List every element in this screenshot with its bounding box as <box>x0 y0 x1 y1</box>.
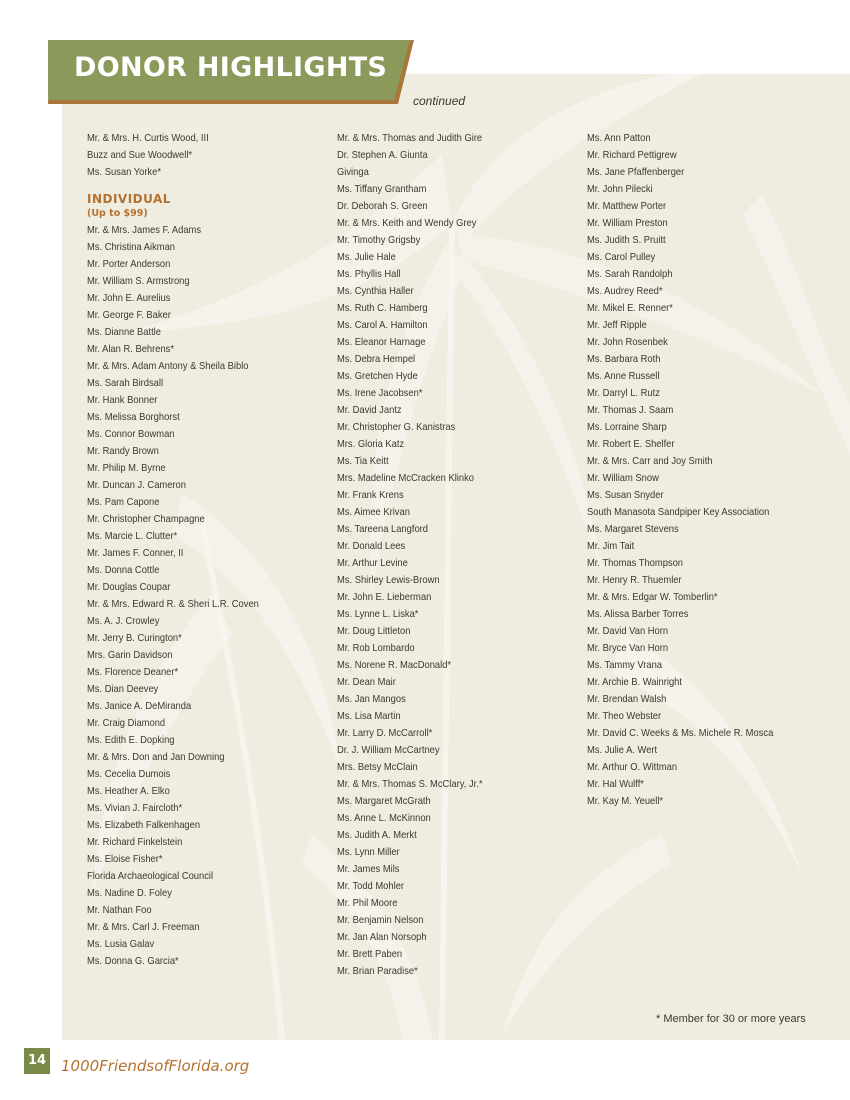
section-heading: INDIVIDUAL <box>87 192 171 206</box>
list-item: Mr. John Pilecki <box>587 184 653 195</box>
list-item: Ms. Jan Mangos <box>337 694 406 705</box>
list-item: Mr. Larry D. McCarroll* <box>337 728 433 739</box>
list-item: Ms. Elizabeth Falkenhagen <box>87 820 201 831</box>
list-item: Mr. Randy Brown <box>87 446 159 457</box>
list-item: Dr. J. William McCartney <box>337 745 440 756</box>
list-item: Ms. Dianne Battle <box>87 327 161 338</box>
continued-label: continued <box>413 94 466 108</box>
list-item: Mr. James F. Conner, II <box>87 548 184 559</box>
list-item: Mr. & Mrs. James F. Adams <box>87 225 202 236</box>
list-item: Mr. James Mils <box>337 864 400 875</box>
donor-list-top <box>87 130 327 181</box>
list-item: Mr. Timothy Grigsby <box>337 235 421 246</box>
list-item: Mr. & Mrs. Keith and Wendy Grey <box>337 218 477 229</box>
list-item: Mr. Kay M. Yeuell* <box>587 796 664 807</box>
list-item: Mr. Rob Lombardo <box>337 643 415 654</box>
list-item: Mr. William Preston <box>587 218 668 229</box>
list-item: Ms. Dian Deevey <box>87 684 159 695</box>
list-item: Buzz and Sue Woodwell* <box>87 150 193 161</box>
list-item: Ms. Donna Cottle <box>87 565 160 576</box>
list-item: Ms. Julie Hale <box>337 252 396 263</box>
list-item: Ms. Margaret McGrath <box>337 796 431 807</box>
list-item: Mr. Jim Tait <box>587 541 635 552</box>
page-title: DONOR HIGHLIGHTS <box>74 52 388 83</box>
list-item: Mr. Jeff Ripple <box>587 320 647 331</box>
list-item: Ms. Susan Yorke* <box>87 167 161 178</box>
list-item: Mr. John E. Lieberman <box>337 592 432 603</box>
list-item: Mr. Christopher G. Kanistras <box>337 422 456 433</box>
list-item: Ms. A. J. Crowley <box>87 616 160 627</box>
list-item: Ms. Judith S. Pruitt <box>587 235 666 246</box>
list-item: Mr. Dean Mair <box>337 677 396 688</box>
list-item: Mr. & Mrs. Edgar W. Tomberlin* <box>587 592 718 603</box>
list-item: Ms. Lynne L. Liska* <box>337 609 419 620</box>
website-url: 1000FriendsofFlorida.org <box>61 1057 250 1075</box>
list-item: Ms. Edith E. Dopking <box>87 735 175 746</box>
list-item: Mr. & Mrs. Don and Jan Downing <box>87 752 225 763</box>
list-item: Mr. Darryl L. Rutz <box>587 388 660 399</box>
list-item: Ms. Nadine D. Foley <box>87 888 172 899</box>
list-item: Mr. Donald Lees <box>337 541 406 552</box>
list-item: Mr. David Van Horn <box>587 626 669 637</box>
list-item: Mr. Bryce Van Horn <box>587 643 669 654</box>
list-item: Mr. Frank Krens <box>337 490 404 501</box>
list-item: Mr. Nathan Foo <box>87 905 152 916</box>
list-item: Mr. Archie B. Wainright <box>587 677 682 688</box>
list-item: Mr. Theo Webster <box>587 711 662 722</box>
list-item: Mrs. Madeline McCracken Klinko <box>337 473 474 484</box>
list-item: Mr. Benjamin Nelson <box>337 915 424 926</box>
list-item: Ms. Norene R. MacDonald* <box>337 660 452 671</box>
list-item: Ms. Donna G. Garcia* <box>87 956 179 967</box>
page-number: 14 <box>24 1048 50 1074</box>
list-item: Mr. Doug Littleton <box>337 626 411 637</box>
list-item: Ms. Shirley Lewis-Brown <box>337 575 440 586</box>
list-item: Ms. Eleanor Harnage <box>337 337 426 348</box>
donor-column-1 <box>87 130 327 970</box>
list-item: Ms. Judith A. Merkt <box>337 830 417 841</box>
list-item: Ms. Janice A. DeMiranda <box>87 701 192 712</box>
donor-column-3 <box>587 130 837 810</box>
list-item: Ms. Florence Deaner* <box>87 667 179 678</box>
list-item: Ms. Debra Hempel <box>337 354 416 365</box>
title-banner <box>48 40 414 104</box>
list-item: Mr. David Jantz <box>337 405 402 416</box>
list-item: Ms. Aimee Krivan <box>337 507 410 518</box>
list-item: Ms. Anne L. McKinnon <box>337 813 431 824</box>
list-item: Ms. Jane Pfaffenberger <box>587 167 685 178</box>
donor-list-individual <box>87 222 327 970</box>
list-item: Mr. Alan R. Behrens* <box>87 344 174 355</box>
list-item: Ms. Irene Jacobsen* <box>337 388 423 399</box>
list-item: Florida Archaeological Council <box>87 871 214 882</box>
list-item: Ms. Pam Capone <box>87 497 160 508</box>
list-item: Mr. George F. Baker <box>87 310 171 321</box>
list-item: Ms. Ann Patton <box>587 133 651 144</box>
list-item: Mr. & Mrs. Thomas S. McClary, Jr.* <box>337 779 483 790</box>
list-item: Mr. Arthur Levine <box>337 558 408 569</box>
list-item: Ms. Carol Pulley <box>587 252 656 263</box>
list-item: Mrs. Betsy McClain <box>337 762 418 773</box>
list-item: Mr. Thomas J. Saam <box>587 405 674 416</box>
list-item: Ms. Phyllis Hall <box>337 269 401 280</box>
list-item: Mr. John Rosenbek <box>587 337 668 348</box>
list-item: Mr. Philip M. Byrne <box>87 463 166 474</box>
list-item: Ms. Margaret Stevens <box>587 524 679 535</box>
list-item: Mr. Robert E. Shelfer <box>587 439 675 450</box>
list-item: Ms. Melissa Borghorst <box>87 412 180 423</box>
list-item: Mr. Henry R. Thuemler <box>587 575 682 586</box>
list-item: Mrs. Garin Davidson <box>87 650 173 661</box>
section-subheading: (Up to $99) <box>87 208 148 219</box>
list-item: Ms. Gretchen Hyde <box>337 371 418 382</box>
list-item: Ms. Anne Russell <box>587 371 660 382</box>
list-item: Mr. Hal Wulff* <box>587 779 644 790</box>
list-item: Ms. Lorraine Sharp <box>587 422 667 433</box>
list-item: Mr. Porter Anderson <box>87 259 171 270</box>
list-item: Ms. Vivian J. Faircloth* <box>87 803 183 814</box>
list-item: Ms. Tammy Vrana <box>587 660 663 671</box>
list-item: Mr. & Mrs. Thomas and Judith Gire <box>337 133 483 144</box>
list-item: Mr. Thomas Thompson <box>587 558 684 569</box>
list-item: Mr. William Snow <box>587 473 659 484</box>
list-item: Ms. Cecelia Dumois <box>87 769 171 780</box>
list-item: Mr. Craig Diamond <box>87 718 166 729</box>
list-item: Ms. Julie A. Wert <box>587 745 658 756</box>
list-item: Mr. Phil Moore <box>337 898 398 909</box>
list-item: Ms. Lynn Miller <box>337 847 400 858</box>
list-item: Ms. Cynthia Haller <box>337 286 414 297</box>
list-item: Mr. David C. Weeks & Ms. Michele R. Mosca <box>587 728 774 739</box>
list-item: Ms. Tia Keitt <box>337 456 389 467</box>
list-item: Ms. Eloise Fisher* <box>87 854 163 865</box>
list-item: Mr. Brett Paben <box>337 949 403 960</box>
list-item: Mr. Duncan J. Cameron <box>87 480 186 491</box>
list-item: Mr. Brian Paradise* <box>337 966 418 977</box>
list-item: Ms. Sarah Birdsall <box>87 378 164 389</box>
list-item: Givinga <box>337 167 369 178</box>
list-item: Mr. Richard Pettigrew <box>587 150 677 161</box>
list-item: Mr. Matthew Porter <box>587 201 667 212</box>
list-item: Ms. Tareena Langford <box>337 524 429 535</box>
footnote: * Member for 30 or more years <box>656 1013 806 1025</box>
list-item: Ms. Ruth C. Hamberg <box>337 303 428 314</box>
list-item: Mr. Arthur O. Wittman <box>587 762 678 773</box>
list-item: Ms. Tiffany Grantham <box>337 184 427 195</box>
list-item: Mr. Todd Mohler <box>337 881 405 892</box>
list-item: Ms. Sarah Randolph <box>587 269 673 280</box>
list-item: South Manasota Sandpiper Key Association <box>587 507 770 518</box>
list-item: Ms. Lusia Galav <box>87 939 155 950</box>
list-item: Mr. Christopher Champagne <box>87 514 205 525</box>
list-item: Dr. Deborah S. Green <box>337 201 428 212</box>
list-item: Mr. Brendan Walsh <box>587 694 667 705</box>
list-item: Mr. Hank Bonner <box>87 395 158 406</box>
donor-column-2 <box>337 130 577 980</box>
list-item: Ms. Christina Aikman <box>87 242 176 253</box>
list-item: Ms. Heather A. Elko <box>87 786 170 797</box>
list-item: Mr. William S. Armstrong <box>87 276 190 287</box>
list-item: Mr. Jerry B. Curington* <box>87 633 182 644</box>
list-item: Mr. Mikel E. Renner* <box>587 303 673 314</box>
list-item: Mr. Richard Finkelstein <box>87 837 183 848</box>
list-item: Mr. & Mrs. Carl J. Freeman <box>87 922 200 933</box>
list-item: Mr. John E. Aurelius <box>87 293 171 304</box>
list-item: Ms. Carol A. Hamilton <box>337 320 428 331</box>
list-item: Ms. Marcie L. Clutter* <box>87 531 178 542</box>
list-item: Mr. Jan Alan Norsoph <box>337 932 427 943</box>
list-item: Ms. Audrey Reed* <box>587 286 663 297</box>
list-item: Dr. Stephen A. Giunta <box>337 150 428 161</box>
list-item: Mrs. Gloria Katz <box>337 439 405 450</box>
list-item: Ms. Lisa Martin <box>337 711 401 722</box>
list-item: Mr. Douglas Coupar <box>87 582 171 593</box>
list-item: Mr. & Mrs. Carr and Joy Smith <box>587 456 713 467</box>
list-item: Mr. & Mrs. H. Curtis Wood, III <box>87 133 209 144</box>
list-item: Mr. & Mrs. Adam Antony & Sheila Biblo <box>87 361 249 372</box>
list-item: Ms. Alissa Barber Torres <box>587 609 689 620</box>
list-item: Ms. Barbara Roth <box>587 354 661 365</box>
list-item: Ms. Connor Bowman <box>87 429 175 440</box>
list-item: Mr. & Mrs. Edward R. & Sheri L.R. Coven <box>87 599 259 610</box>
list-item: Ms. Susan Snyder <box>587 490 664 501</box>
